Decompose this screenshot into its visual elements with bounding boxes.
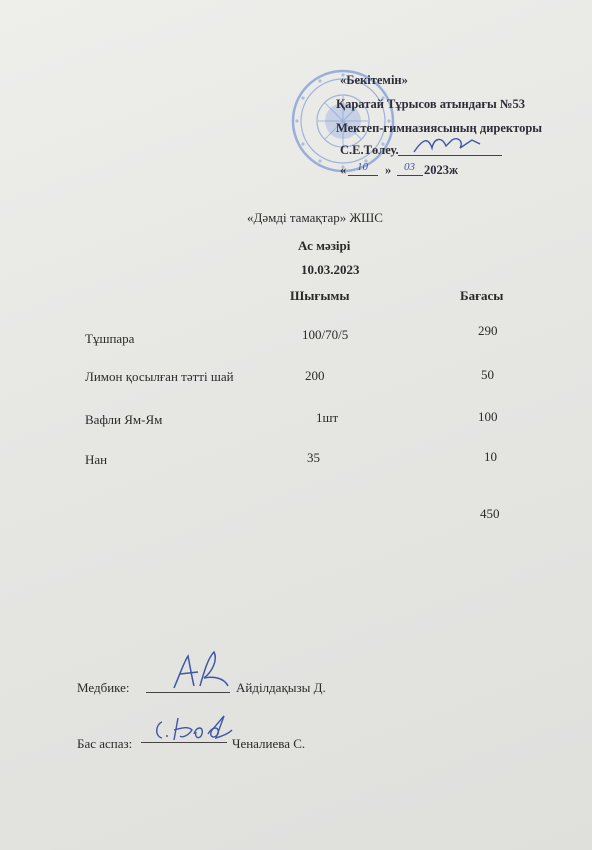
- approval-day-line: [348, 175, 378, 176]
- row4-output: 35: [307, 450, 320, 465]
- approval-month-line: [397, 175, 423, 176]
- company-name: «Дәмді тамақтар» ЖШС: [247, 210, 383, 225]
- row4-name: Нан: [85, 452, 108, 467]
- nurse-signature: [170, 648, 232, 692]
- row1-output: 100/70/5: [302, 327, 349, 342]
- row1-price: 290: [478, 323, 498, 338]
- approval-date-month: 03: [404, 161, 415, 173]
- approval-date-close: »: [385, 163, 392, 177]
- row1-name: Тұшпара: [85, 331, 135, 346]
- row3-price: 100: [478, 409, 498, 424]
- approval-school: Қаратай Тұрысов атындағы №53: [336, 97, 525, 111]
- approval-date-year: 2023ж: [424, 163, 459, 177]
- approval-date-day: 10: [357, 161, 368, 173]
- approval-signer: С.Е.Төлеу.: [340, 143, 399, 157]
- approval-heading: «Бекітемін»: [340, 73, 408, 87]
- cook-name: Ченалиева С.: [232, 736, 306, 751]
- nurse-label: Медбике:: [77, 680, 130, 695]
- header-output: Шығымы: [290, 288, 350, 303]
- total-price: 450: [480, 506, 500, 521]
- row2-name: Лимон қосылған тәтті шай: [85, 369, 234, 384]
- cook-label: Бас аспаз:: [77, 736, 133, 751]
- row3-output: 1шт: [316, 410, 339, 425]
- approval-date-open: «: [340, 163, 347, 177]
- row4-price: 10: [484, 449, 497, 464]
- nurse-signature-line: [146, 692, 230, 693]
- row2-output: 200: [305, 368, 325, 383]
- row2-price: 50: [481, 367, 494, 382]
- nurse-name: Айділдақызы Д.: [236, 680, 326, 695]
- approval-position: Мектеп-гимназиясының директоры: [336, 121, 543, 135]
- header-price: Бағасы: [460, 288, 504, 303]
- cook-signature: [152, 712, 234, 744]
- menu-title: Ас мәзірі: [298, 238, 351, 253]
- director-signature: [412, 134, 482, 156]
- menu-date: 10.03.2023: [301, 262, 360, 277]
- row3-name: Вафли Ям-Ям: [85, 412, 163, 427]
